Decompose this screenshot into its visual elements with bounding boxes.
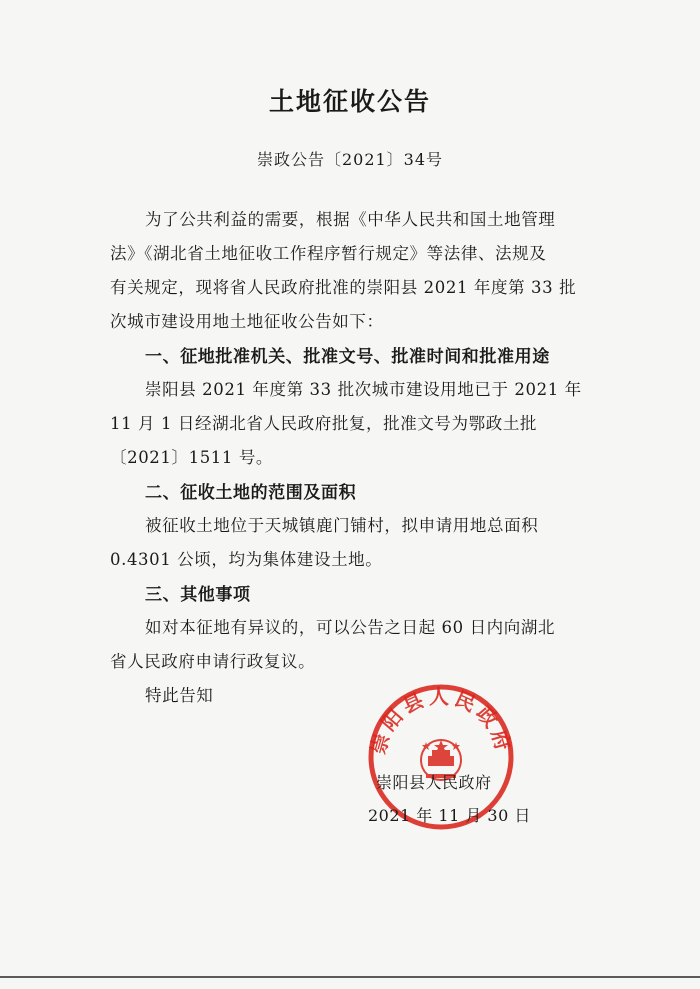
body-line: 为了公共利益的需要，根据《中华人民共和国土地管理	[145, 210, 556, 229]
section-heading: 三、其他事项	[145, 585, 251, 605]
page-bottom-edge	[0, 976, 700, 978]
document-number: 崇政公告〔2021〕34号	[256, 150, 444, 169]
body-line: 如对本征地有异议的，可以公告之日起 60 日内向湖北	[145, 618, 556, 637]
signature-date: 2021 年 11 月 30 日	[368, 806, 531, 825]
body-line: 省人民政府申请行政复议。	[110, 652, 316, 671]
body-line: 11 月 1 日经湖北省人民政府批复，批准文号为鄂政土批	[110, 414, 538, 433]
section-heading: 二、征收土地的范围及面积	[145, 483, 357, 503]
body-line: 法》《湖北省土地征收工作程序暂行规定》等法律、法规及	[110, 244, 547, 263]
body-line: 0.4301 公顷，均为集体建设土地。	[110, 550, 383, 569]
body-line: 〔2021〕1511 号。	[110, 448, 274, 467]
signature-org: 崇阳县人民政府	[376, 773, 492, 792]
closing-line: 特此告知	[145, 686, 214, 705]
body-line: 有关规定，现将省人民政府批准的崇阳县 2021 年度第 33 批	[110, 278, 577, 297]
body-line: 次城市建设用地土地征收公告如下：	[110, 312, 384, 331]
section-heading: 一、征地批准机关、批准文号、批准时间和批准用途	[145, 347, 550, 367]
body-line: 崇阳县 2021 年度第 33 批次城市建设用地已于 2021 年	[145, 380, 582, 399]
svg-text:崇阳县人民政府: 崇阳县人民政府	[366, 684, 516, 757]
body-line: 被征收土地位于天城镇鹿门铺村，拟申请用地总面积	[145, 516, 539, 535]
document-title: 土地征收公告	[268, 87, 431, 116]
